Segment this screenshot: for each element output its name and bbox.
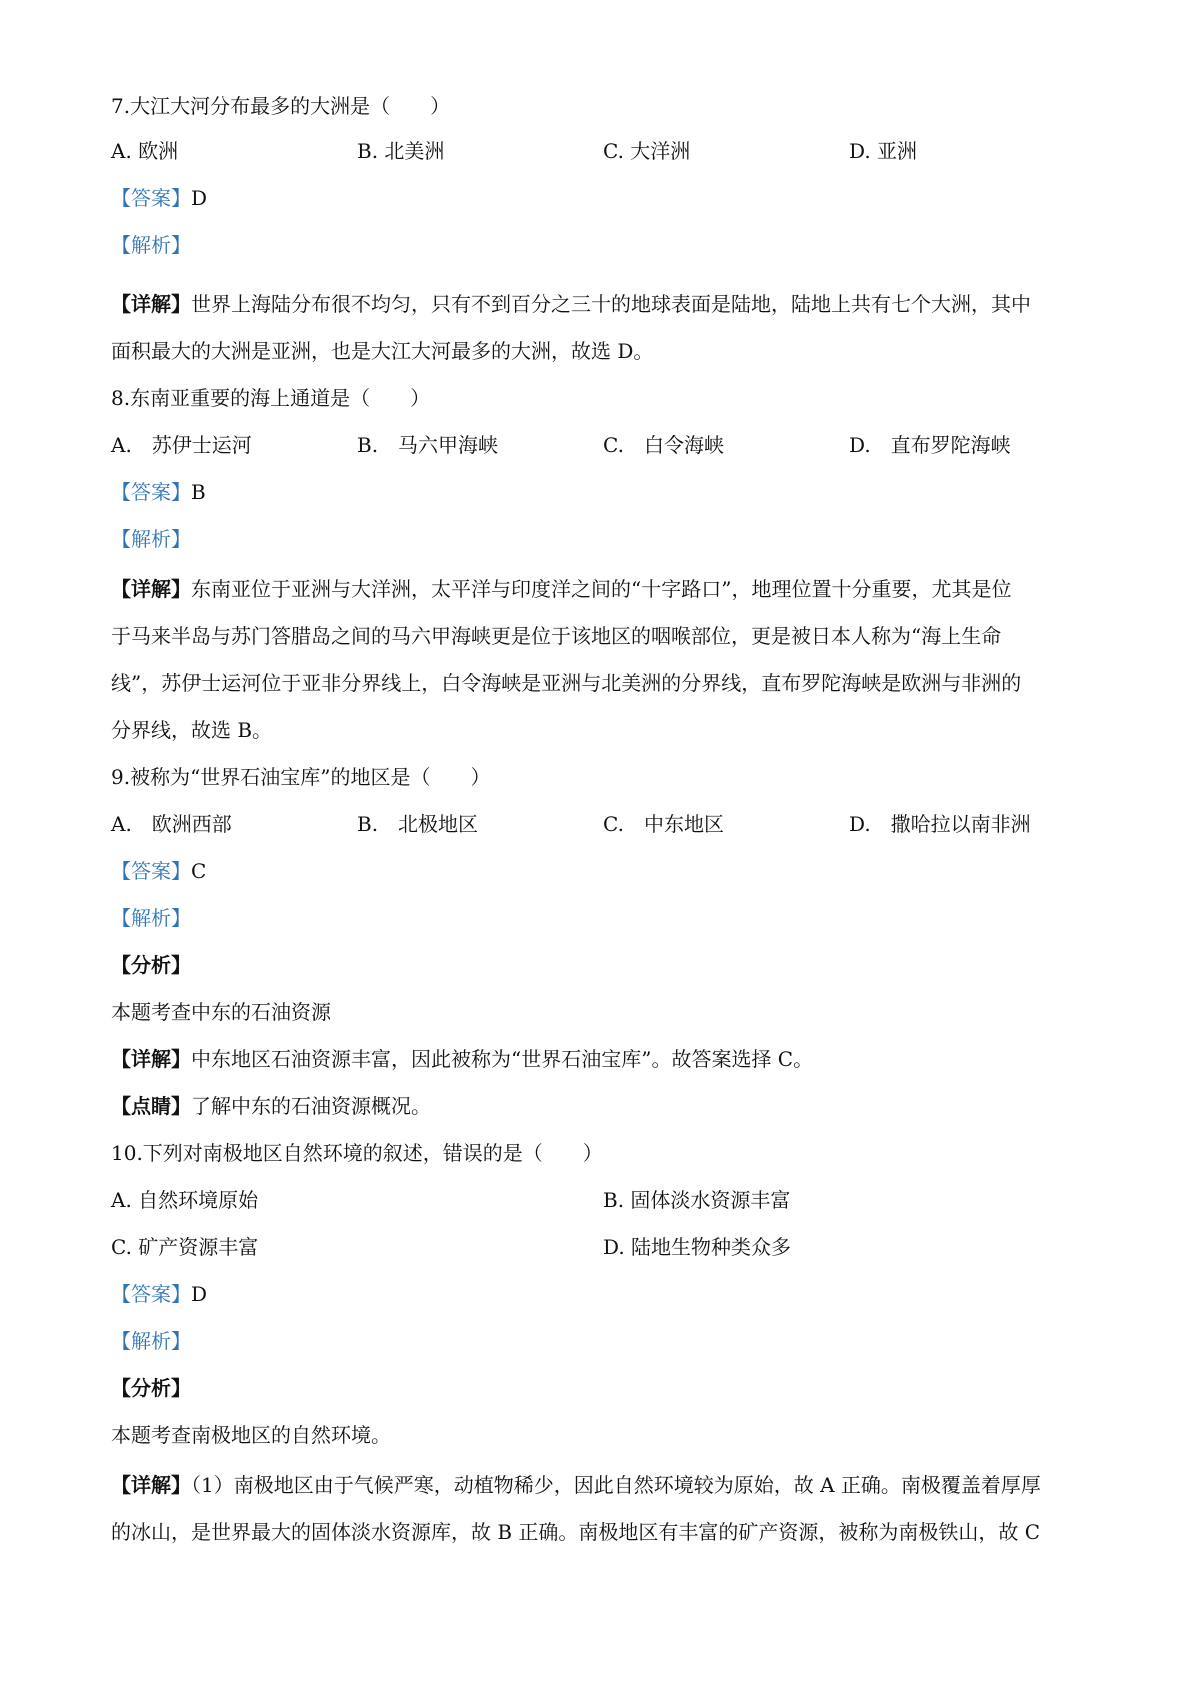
q10-fenxi-text: 本题考查南极地区的自然环境。 <box>111 1423 391 1447</box>
q8-option-c: C. 白令海峡 <box>603 433 724 457</box>
answer-label: 【答案】 <box>111 1282 191 1306</box>
dianjing-label: 【点睛】 <box>111 1094 191 1118</box>
answer-label: 【答案】 <box>111 859 191 883</box>
q7-detail-line-2: 面积最大的大洲是亚洲，也是大江大河最多的大洲，故选 D。 <box>111 339 654 363</box>
detail-label: 【详解】 <box>111 1047 191 1071</box>
q8-detail-line-3: 线”，苏伊士运河位于亚非分界线上，白令海峡是亚洲与北美洲的分界线，直布罗陀海峡是欧洲与非洲的 <box>111 671 1022 695</box>
q9-option-a: A. 欧洲西部 <box>111 812 232 836</box>
detail-label: 【详解】 <box>111 292 191 316</box>
q10-detail-line-1 <box>111 1471 1100 1499</box>
q10-option-c: C. 矿产资源丰富 <box>111 1235 259 1259</box>
q8-question: 8.东南亚重要的海上通道是（ ） <box>111 386 431 410</box>
q7-detail-line-1 <box>111 290 1100 318</box>
detail-label: 【详解】 <box>111 1473 191 1497</box>
q10-detail-line-2: 的冰山，是世界最大的固体淡水资源库，故 B 正确。南极地区有丰富的矿产资源，被称为南极铁山，故 C <box>111 1520 1041 1544</box>
q7-answer <box>111 184 1100 212</box>
answer-label: 【答案】 <box>111 480 191 504</box>
q8-detail-line-1 <box>111 575 1100 603</box>
answer-value: B <box>191 480 206 504</box>
q10-option-a: A. 自然环境原始 <box>111 1188 259 1212</box>
q10-answer <box>111 1280 1100 1308</box>
q9-option-d: D. 撒哈拉以南非洲 <box>849 812 1031 836</box>
answer-label: 【答案】 <box>111 186 191 210</box>
q10-analysis-label: 【解析】 <box>111 1329 191 1353</box>
detail-text: （1）南极地区由于气候严寒，动植物稀少，因此自然环境较为原始，故 A 正确。南极覆盖着厚厚 <box>191 1473 1041 1497</box>
q7-analysis-label: 【解析】 <box>111 233 191 257</box>
q7-option-a: A. 欧洲 <box>111 139 179 163</box>
q7-option-c: C. 大洋洲 <box>603 139 691 163</box>
q7-option-b: B. 北美洲 <box>357 139 445 163</box>
detail-text: 中东地区石油资源丰富，因此被称为“世界石油宝库”。故答案选择 C。 <box>191 1047 814 1071</box>
q9-question: 9.被称为“世界石油宝库”的地区是（ ） <box>111 765 491 789</box>
q9-fenxi-text: 本题考查中东的石油资源 <box>111 1000 331 1024</box>
answer-value: C <box>191 859 207 883</box>
q9-analysis-label: 【解析】 <box>111 906 191 930</box>
answer-value: D <box>191 1282 208 1306</box>
answer-value: D <box>191 186 208 210</box>
q8-option-b: B. 马六甲海峡 <box>357 433 499 457</box>
q9-fenxi-label: 【分析】 <box>111 953 191 977</box>
q10-option-d: D. 陆地生物种类众多 <box>603 1235 792 1259</box>
dianjing-text: 了解中东的石油资源概况。 <box>191 1094 431 1118</box>
q9-option-c: C. 中东地区 <box>603 812 724 836</box>
q9-option-b: B. 北极地区 <box>357 812 479 836</box>
detail-text: 世界上海陆分布很不均匀，只有不到百分之三十的地球表面是陆地，陆地上共有七个大洲，其中 <box>191 292 1031 316</box>
q7-question: 7.大江大河分布最多的大洲是（ ） <box>111 94 451 118</box>
detail-text: 东南亚位于亚洲与大洋洲，太平洋与印度洋之间的“十字路口”，地理位置十分重要，尤其是位 <box>191 577 1012 601</box>
q8-detail-line-4: 分界线，故选 B。 <box>111 718 273 742</box>
q8-detail-line-2: 于马来半岛与苏门答腊岛之间的马六甲海峡更是位于该地区的咽喉部位，更是被日本人称为“海上生命 <box>111 624 1002 648</box>
q7-option-d: D. 亚洲 <box>849 139 918 163</box>
q8-analysis-label: 【解析】 <box>111 527 191 551</box>
q8-option-a: A. 苏伊士运河 <box>111 433 252 457</box>
detail-label: 【详解】 <box>111 577 191 601</box>
q9-answer <box>111 857 1100 885</box>
q10-question: 10.下列对南极地区自然环境的叙述，错误的是（ ） <box>111 1141 603 1165</box>
q10-fenxi-label: 【分析】 <box>111 1376 191 1400</box>
q9-detail <box>111 1045 1100 1073</box>
q8-option-d: D. 直布罗陀海峡 <box>849 433 1011 457</box>
q9-dianjing <box>111 1092 1100 1120</box>
q10-option-b: B. 固体淡水资源丰富 <box>603 1188 791 1212</box>
q8-answer <box>111 478 1100 506</box>
